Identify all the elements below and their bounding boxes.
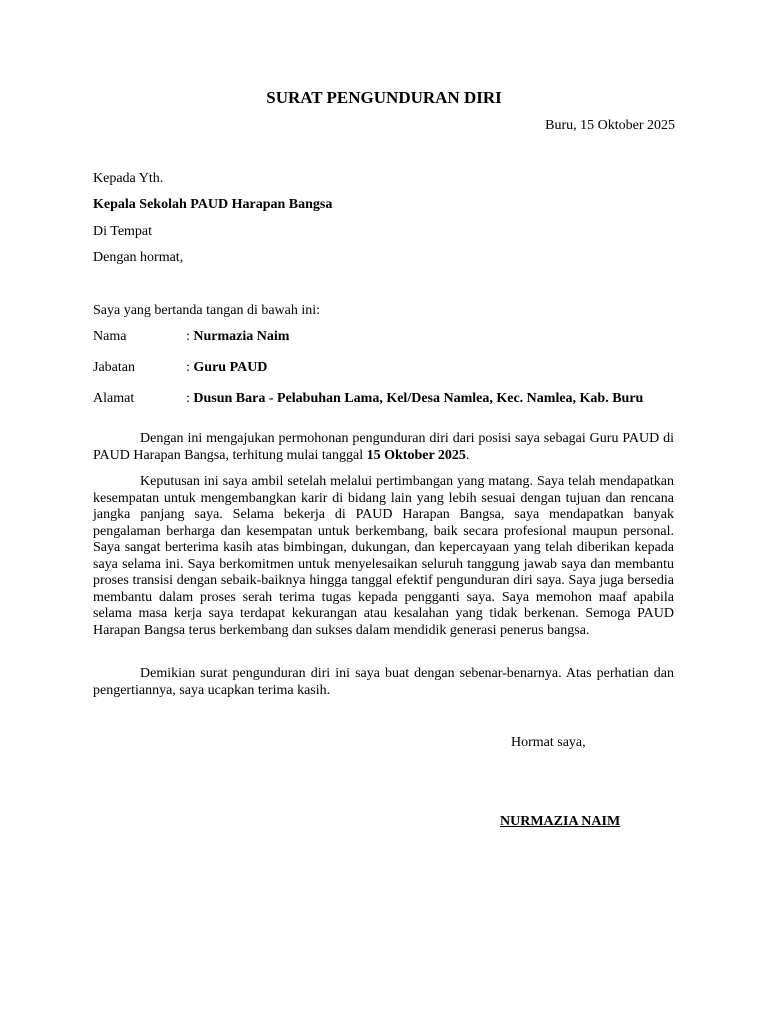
- recipient-location: Di Tempat: [93, 224, 153, 239]
- paragraph-3: Demikian surat pengunduran diri ini saya buat dengan sebenar-benarnya. Atas perhatian dan pengertiannya, saya ucapkan terima kasih.: [93, 666, 674, 698]
- name-field: [186, 329, 289, 345]
- address-value: Dusun Bara - Pelabuhan Lama, Kel/Desa Namlea, Kec. Namlea, Kab. Buru: [193, 391, 644, 406]
- salutation: Dengan hormat,: [93, 250, 184, 265]
- paragraph-1-end: .: [465, 447, 470, 463]
- name-value: Nurmazia Naim: [193, 329, 290, 344]
- position-value: Guru PAUD: [193, 360, 268, 375]
- signatory-name: NURMAZIA NAIM: [500, 814, 621, 829]
- position-separator: :: [186, 360, 190, 375]
- recipient-name: Kepala Sekolah PAUD Harapan Bangsa: [93, 197, 333, 212]
- place-date: Buru, 15 Oktober 2025: [545, 118, 675, 133]
- letter-title: SURAT PENGUNDURAN DIRI: [266, 88, 502, 107]
- effective-date: 15 Oktober 2025: [366, 447, 466, 463]
- position-label: Jabatan: [93, 360, 135, 375]
- paragraph-2: Keputusan ini saya ambil setelah melalui pertimbangan yang matang. Saya telah mendapatkan kesempatan untuk mengembangkan karir di bidang lain yang lebih sesuai dengan tujuan dan rencana jangka panjang saya. Selama bekerja di PAUD Harapan Bangsa, saya mendapatkan banyak pengalaman berharga dan kesempatan untuk berkembang, baik secara profesional maupun personal. Saya sangat berterima kasih atas bimbingan, dukungan, dan kepercayaan yang telah diberikan kepada saya selama ini. Saya berkomitmen untuk menyelesaikan seluruh tanggung jawab saya dan membantu proses transisi dengan sebaik-baiknya hingga tanggal efektif pengunduran diri saya. Saya juga bersedia membantu dalam proses serah terima tugas kepada pengganti saya. Saya memohon maaf apabila selama masa kerja saya terdapat kekurangan atau kesalahan yang tidak berkenan. Semoga PAUD Harapan Bangsa terus berkembang dan sukses dalam mendidik generasi penerus bangsa.: [93, 474, 674, 638]
- address-field: [186, 391, 643, 407]
- paragraph-1-text: Dengan ini mengajukan permohonan pengunduran diri dari posisi saya sebagai Guru PAUD di PAUD Harapan Bangsa, terhitung mulai tanggal: [93, 431, 674, 463]
- intro-text: Saya yang bertanda tangan di bawah ini:: [93, 303, 321, 318]
- closing: Hormat saya,: [511, 735, 586, 750]
- address-separator: :: [186, 391, 190, 406]
- paragraph-1: [93, 431, 674, 464]
- recipient-to: Kepada Yth.: [93, 171, 164, 186]
- position-field: [186, 360, 267, 376]
- name-label: Nama: [93, 329, 127, 344]
- address-label: Alamat: [93, 391, 135, 406]
- name-separator: :: [186, 329, 190, 344]
